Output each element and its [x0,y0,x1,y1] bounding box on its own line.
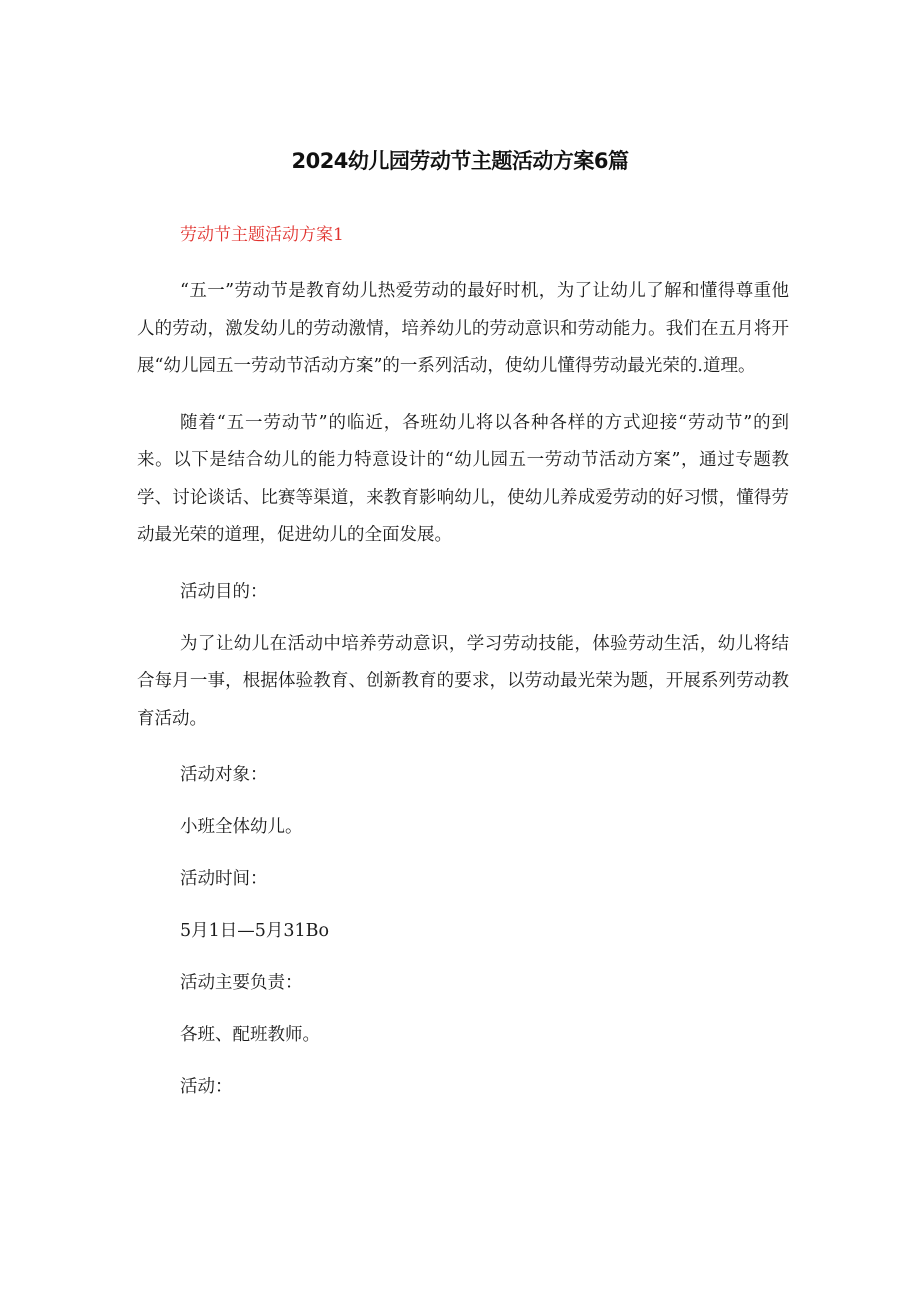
section-heading: 劳动节主题活动方案1 [180,225,344,245]
intro-paragraph-1: “五一”劳动节是教育幼儿热爱劳动的最好时机，为了让幼儿了解和懂得尊重他人的劳动，激发幼儿的劳动激情，培养幼儿的劳动意识和劳动能力。我们在五月将开展“幼儿园五一劳动节活动方案”的一系列活动，使幼儿懂得劳动最光荣的.道理。 [137,281,789,376]
document-title: 2024幼儿园劳动节主题活动方案6篇 [291,149,629,173]
target-value: 小班全体幼儿。 [180,817,303,837]
lead-value: 各班、配班教师。 [180,1025,320,1045]
time-value: 5月1日—5月31Bo [180,921,330,941]
lead-label: 活动主要负责： [180,973,303,993]
document-body [137,220,789,1121]
purpose-label: 活动目的： [180,581,268,602]
intro-paragraph-2: 随着“五一劳动节”的临近，各班幼儿将以各种各样的方式迎接“劳动节”的到来。以下是结合幼儿的能力特意设计的“幼儿园五一劳动节活动方案”，通过专题教学、讨论谈话、比赛等渠道，来教育影响幼儿，使幼儿养成爱劳动的好习惯，懂得劳动最光荣的道理，促进幼儿的全面发展。 [137,412,789,545]
purpose-paragraph: 为了让幼儿在活动中培养劳动意识，学习劳动技能，体验劳动生活，幼儿将结合每月一事，根据体验教育、创新教育的要求，以劳动最光荣为题，开展系列劳动教育活动。 [137,633,789,729]
target-label: 活动对象： [180,765,268,785]
time-label: 活动时间： [180,869,268,889]
activity-label: 活动： [180,1077,233,1097]
